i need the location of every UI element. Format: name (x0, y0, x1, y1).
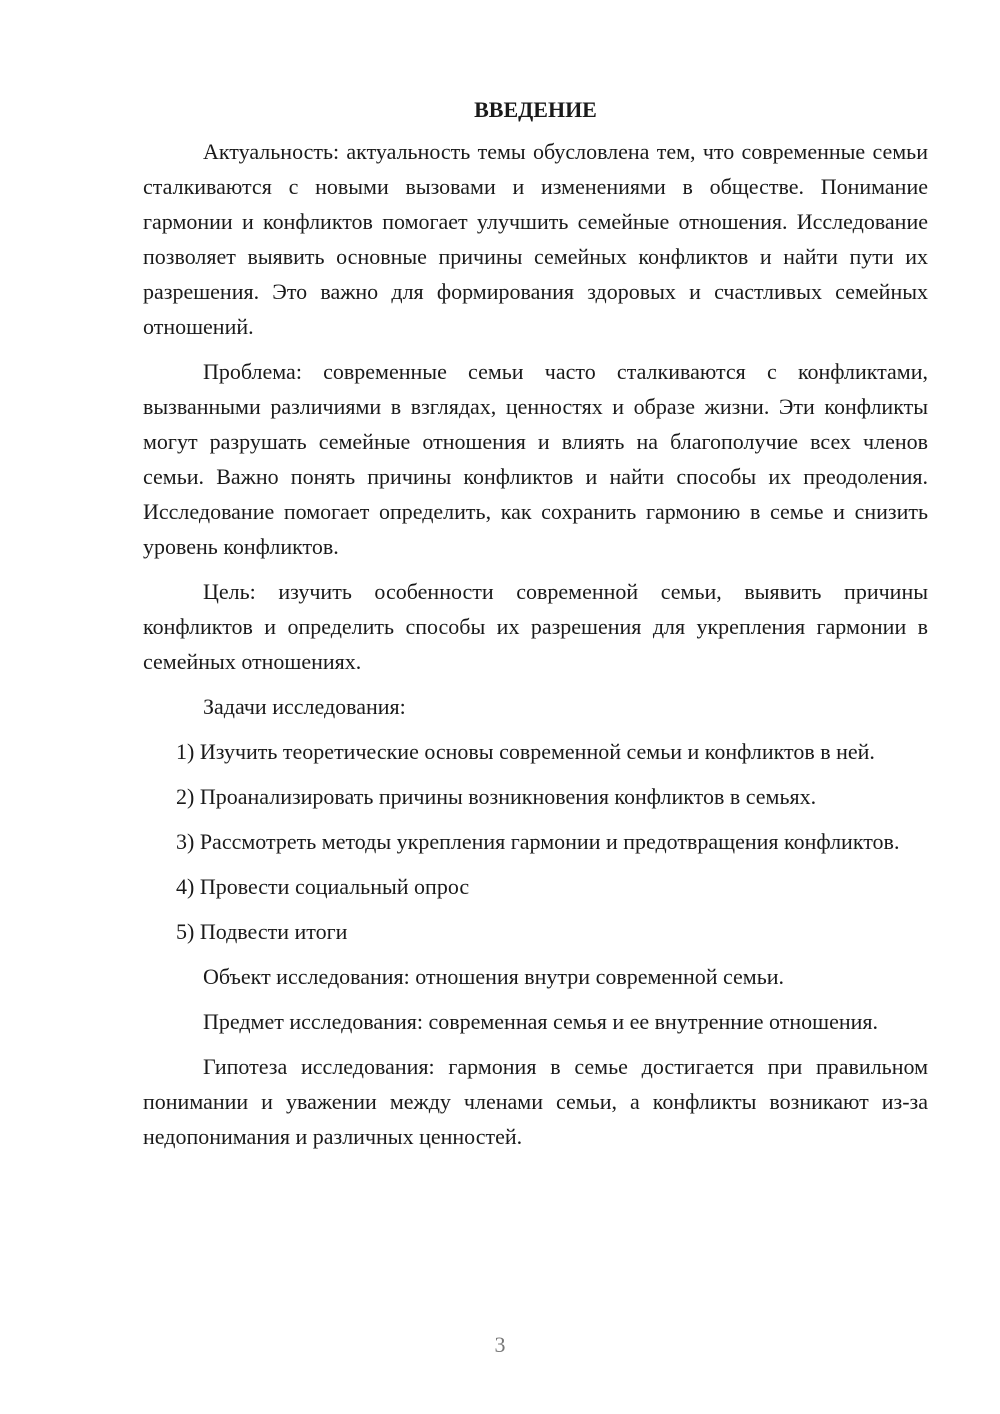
list-item: 1) Изучить теоретические основы современной семьи и конфликтов в ней. (176, 739, 875, 764)
object-paragraph: Объект исследования: отношения внутри современной семьи. (203, 964, 785, 989)
goal-paragraph: Цель: изучить особенности современной семьи, выявить причины конфликтов и определить способы их разрешения для укрепления гармонии в семейных отношениях. (143, 579, 928, 674)
relevance-paragraph: Актуальность: актуальность темы обусловлена тем, что современные семьи сталкиваются с новыми вызовами и изменениями в обществе. Понимание гармонии и конфликтов помогает улучшить семейные отношения. Исследование позволяет выявить основные причины семейных конфликтов и найти пути их разрешения. Это важно для формирования здоровых и счастливых семейных отношений. (143, 139, 928, 339)
page-number: 3 (494, 1332, 506, 1357)
tasks-heading: Задачи исследования: (203, 694, 406, 719)
document-page (143, 92, 928, 1154)
hypothesis-paragraph: Гипотеза исследования: гармония в семье достигается при правильном понимании и уважении между членами семьи, а конфликты возникают из-за недопонимания и различных ценностей. (143, 1054, 928, 1149)
subject-paragraph: Предмет исследования: современная семья и ее внутренние отношения. (203, 1009, 879, 1034)
list-item: 4) Провести социальный опрос (176, 874, 470, 899)
list-item: 2) Проанализировать причины возникновения конфликтов в семьях. (176, 784, 817, 809)
list-item: 3) Рассмотреть методы укрепления гармонии и предотвращения конфликтов. (176, 829, 900, 854)
problem-paragraph: Проблема: современные семьи часто сталкиваются с конфликтами, вызванными различиями в взглядах, ценностях и образе жизни. Эти конфликты могут разрушать семейные отношения и влиять на благополучие всех членов семьи. Важно понять причины конфликтов и найти способы их преодоления. Исследование помогает определить, как сохранить гармонию в семье и снизить уровень конфликтов. (143, 359, 928, 559)
list-item: 5) Подвести итоги (176, 919, 348, 944)
page-title: ВВЕДЕНИЕ (474, 97, 597, 122)
tasks-list (143, 734, 928, 949)
